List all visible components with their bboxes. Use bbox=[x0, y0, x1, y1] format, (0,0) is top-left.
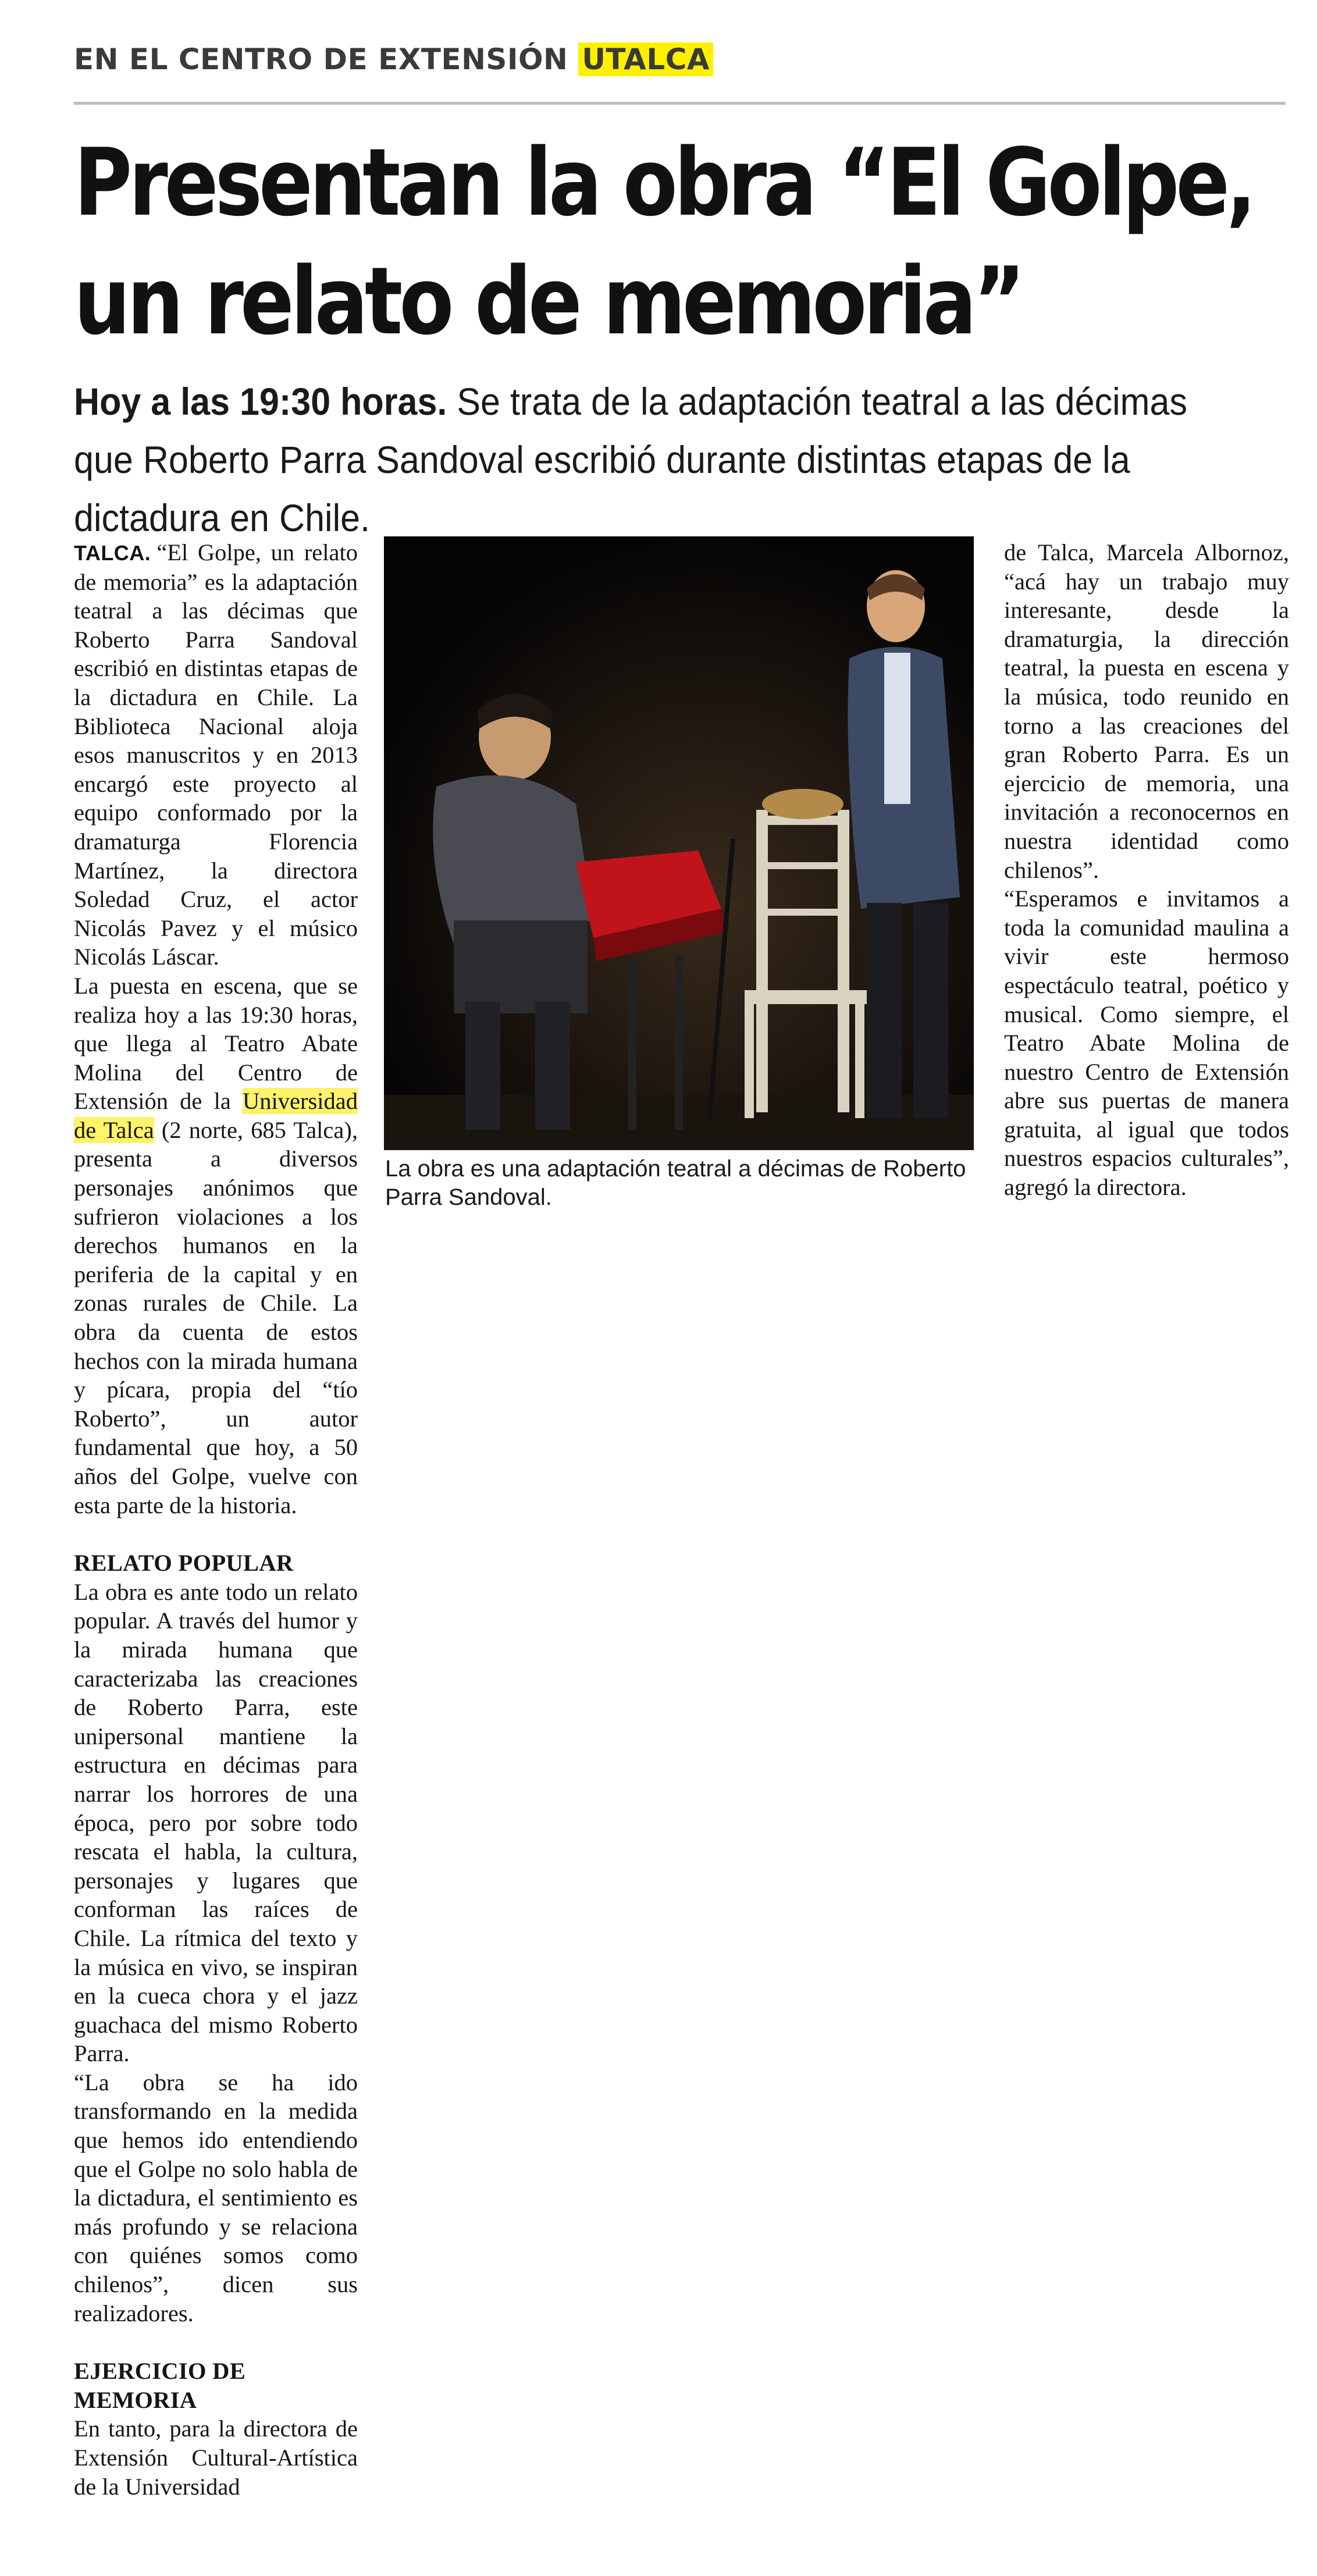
section-kicker bbox=[74, 36, 713, 83]
kicker-prefix: EN EL CENTRO DE EXTENSIÓN bbox=[74, 42, 568, 76]
deck-text: Se trata de la adaptación teatral a las décimas que Roberto Parra Sandoval escribió durante distintas etapas de la dictadura en Chile. bbox=[74, 380, 1187, 539]
subheading-ejercicio-memoria: EJERCICIO DE MEMORIA bbox=[74, 2358, 246, 2413]
deck bbox=[74, 372, 1247, 547]
paragraph-4: “La obra se ha ido transformando en la medida que hemos ido entendiendo que el Golpe no solo habla de la dictadura, el sentimiento es más profundo y se relaciona con quiénes somos como chilenos”, dicen sus realizadores. bbox=[74, 2069, 358, 2326]
headline-line-2: un relato de memoria” bbox=[74, 247, 1022, 355]
paragraph-7: “Esperamos e invitamos a toda la comunidad maulina a vivir este hermoso espectáculo teatral, poético y musical. Como siempre, el Teatro Abate Molina de nuestro Centro de Extensión abre sus puertas de manera gratuita, al igual que todos nuestros espacios culturales”, agregó la directora. bbox=[1004, 885, 1289, 1201]
dateline: TALCA. bbox=[74, 541, 151, 565]
stage-photo-illustration bbox=[384, 536, 974, 1150]
kicker-highlight: UTALCA bbox=[578, 42, 713, 76]
headline bbox=[74, 123, 1254, 361]
paragraph-3: La obra es ante todo un relato popular. A través del humor y la mirada humana que caracterizaba las creaciones de Roberto Parra, este unipersonal mantiene la estructura en décimas para narrar los horrores de una época, pero por sobre todo rescata el habla, la cultura, personajes y lugares que conforman las raíces de Chile. La rítmica del texto y la música en vivo, se inspiran en la cueca chora y el jazz guachaca del mismo Roberto Parra. bbox=[74, 1578, 358, 2067]
paragraph-5: En tanto, para la directora de Extensión Cultural-Artística de la Universidad bbox=[74, 2415, 358, 2500]
article-photo bbox=[384, 536, 974, 1150]
headline-line-1: Presentan la obra “El Golpe, bbox=[74, 128, 1254, 237]
subheading-relato-popular: RELATO POPULAR bbox=[74, 1550, 294, 1577]
header-divider bbox=[74, 102, 1286, 105]
university-highlight: Universidad de Talca bbox=[74, 1088, 358, 1143]
paragraph-2-before: La puesta en escena, que se realiza hoy a las 19:30 horas, que llega al Teatro Abate Molina del Centro de Extensión de la bbox=[74, 972, 358, 1115]
column-right bbox=[1004, 538, 1289, 1202]
photo-caption: La obra es una adaptación teatral a décimas de Roberto Parra Sandoval. bbox=[385, 1156, 966, 1210]
paragraph-1-text: “El Golpe, un relato de memoria” es la adaptación teatral a las décimas que Roberto Parra Sandoval escribió en distintas etapas de la dictadura en Chile. La Biblioteca Nacional aloja esos manuscritos y en 2013 encargó este proyecto al equipo conformado por la dramaturga Florencia Martínez, la directora Soledad Cruz, el actor Nicolás Pavez y el músico Nicolás Láscar. bbox=[74, 539, 358, 970]
deck-bold: Hoy a las 19:30 horas. bbox=[74, 380, 447, 423]
paragraph-2 bbox=[74, 972, 358, 1520]
paragraph-1 bbox=[74, 538, 358, 972]
paragraph-6: de Talca, Marcela Albornoz, “acá hay un trabajo muy interesante, desde la dramaturgia, la dirección teatral, la puesta en escena y la música, todo reunido en torno a las creaciones del gran Roberto Parra. Es un ejercicio de memoria, una invitación a reconocernos en nuestra identidad como chilenos”. bbox=[1004, 539, 1289, 883]
column-left bbox=[74, 538, 358, 2501]
paragraph-2-after: (2 norte, 685 Talca), presenta a diversos personajes anónimos que sufrieron violaciones a los derechos humanos en la periferia de la capital y en zonas rurales de Chile. La obra da cuenta de estos hechos con la mirada humana y pícara, propia del “tío Roberto”, un autor fundamental que hoy, a 50 años del Golpe, vuelve con esta parte de la historia. bbox=[74, 1116, 358, 1518]
